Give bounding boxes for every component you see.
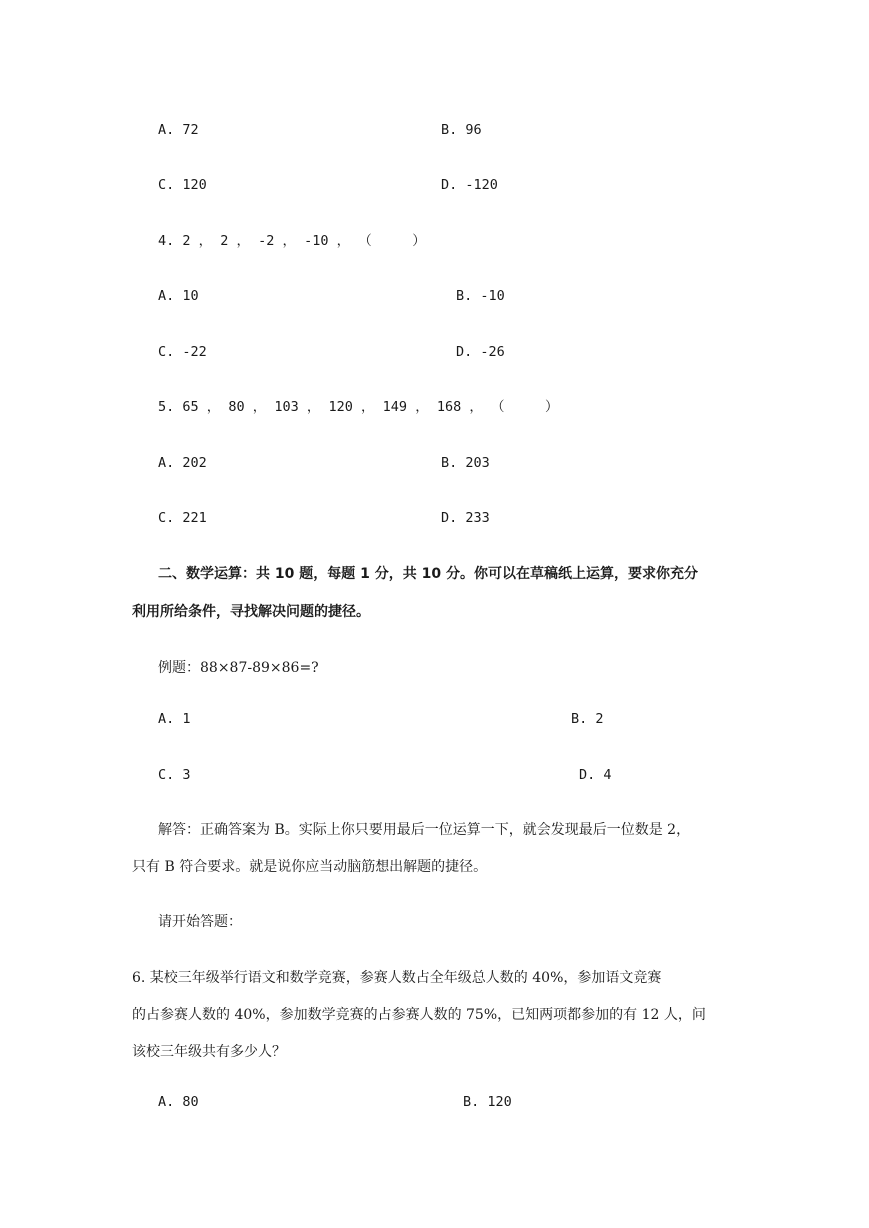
q5-option-b: B. 203: [441, 455, 490, 471]
q3-option-d: D. -120: [441, 177, 498, 193]
q6-option-a: A. 80: [158, 1094, 199, 1110]
q4-option-c: C. -22: [158, 344, 207, 360]
q3-option-a: A. 72: [158, 122, 199, 138]
q5-option-a: A. 202: [158, 455, 207, 471]
q4-option-b: B. -10: [456, 288, 505, 304]
q3-option-b: B. 96: [441, 122, 482, 138]
example-option-b: B. 2: [571, 711, 604, 727]
section2-heading-line1: 二、数学运算：共 10 题，每题 1 分，共 10 分。你可以在草稿纸上运算，要求你充分: [158, 566, 698, 582]
q3-option-c: C. 120: [158, 177, 207, 193]
example-option-c: C. 3: [158, 767, 191, 783]
example-option-a: A. 1: [158, 711, 191, 727]
q4-option-a: A. 10: [158, 288, 199, 304]
example-stem: 例题：88×87-89×86=?: [158, 660, 319, 676]
q6-option-b: B. 120: [463, 1094, 512, 1110]
q4-stem: 4. 2 ， 2 ， -2 ， -10 ， （ ）: [158, 233, 426, 249]
start-prompt: 请开始答题：: [158, 914, 242, 930]
q5-option-d: D. 233: [441, 510, 490, 526]
section2-heading-line2: 利用所给条件，寻找解决问题的捷径。: [132, 604, 370, 620]
example-option-d: D. 4: [579, 767, 612, 783]
q6-line3: 该校三年级共有多少人？: [132, 1044, 286, 1060]
example-answer-line2: 只有 B 符合要求。就是说你应当动脑筋想出解题的捷径。: [132, 859, 488, 875]
example-answer-line1: 解答：正确答案为 B。实际上你只要用最后一位运算一下，就会发现最后一位数是 2，: [158, 822, 691, 838]
q5-stem: 5. 65 ， 80 ， 103 ， 120 ， 149 ， 168 ， （ ）: [158, 399, 559, 415]
q6-line1: 6. 某校三年级举行语文和数学竞赛，参赛人数占全年级总人数的 40%，参加语文竞赛: [132, 970, 662, 986]
q4-option-d: D. -26: [456, 344, 505, 360]
q6-line2: 的占参赛人数的 40%，参加数学竞赛的占参赛人数的 75%，已知两项都参加的有 12 人，问: [132, 1007, 706, 1023]
q5-option-c: C. 221: [158, 510, 207, 526]
